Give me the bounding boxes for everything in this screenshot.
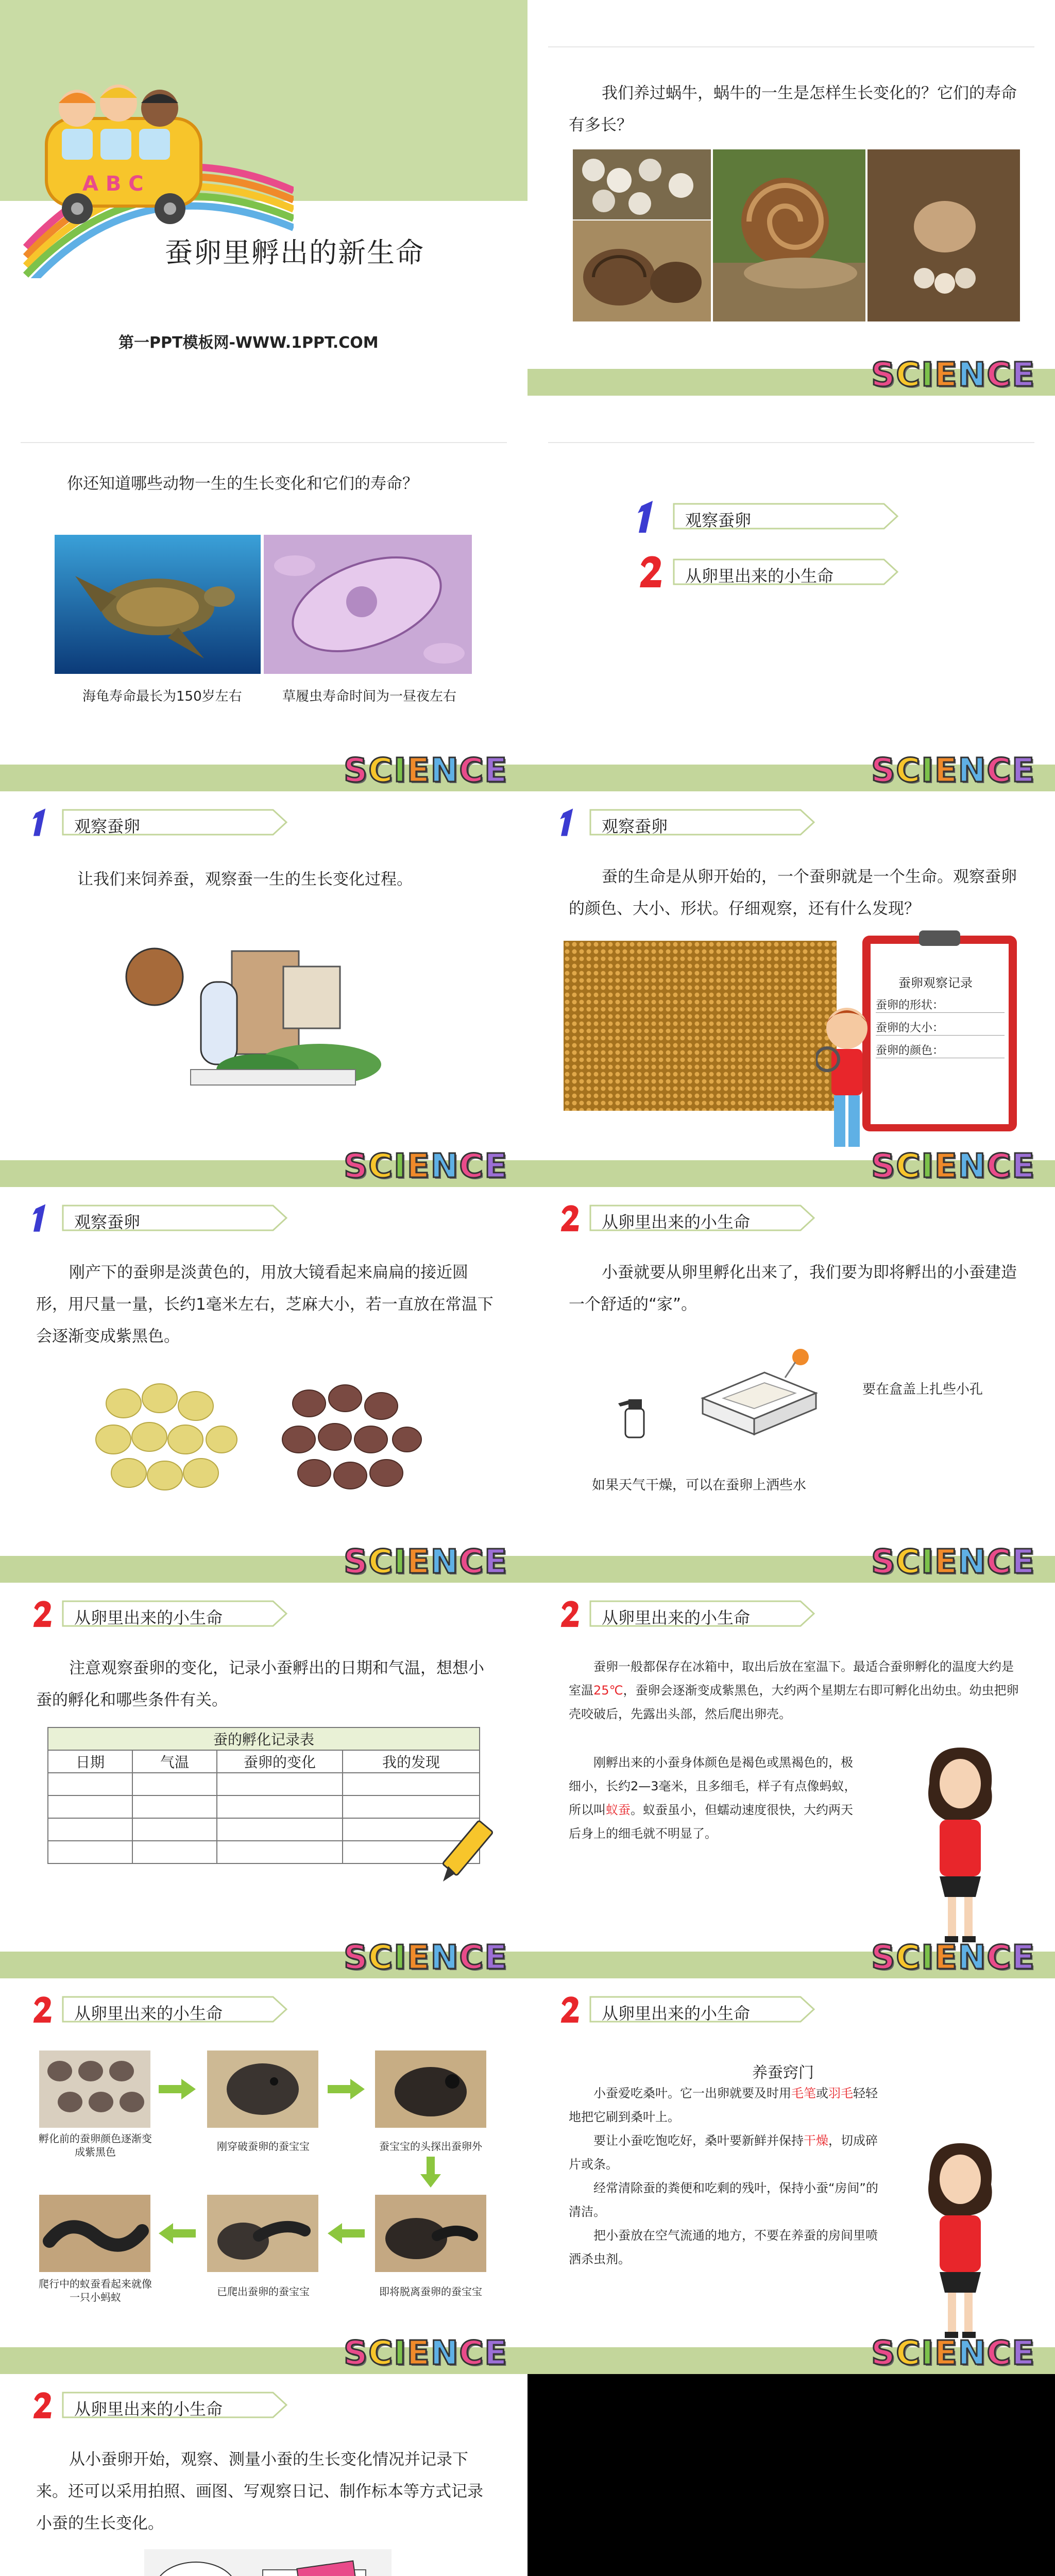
- table-row: [48, 1841, 480, 1863]
- tip-2: 要让小蚕吃饱吃好，桑叶要新鲜并保持干燥，切成碎片或条。: [569, 2133, 878, 2172]
- table-row: [48, 1818, 480, 1841]
- science-letter: N: [958, 356, 986, 394]
- yellow-eggs-closeup: [77, 1362, 252, 1517]
- section-header: [30, 807, 288, 838]
- slide-animal-lifespan: [0, 396, 528, 791]
- table-header: 气温: [132, 1750, 217, 1773]
- science-letter: N: [958, 2334, 986, 2372]
- science-letter: S: [871, 1147, 895, 1185]
- number-two-icon: [30, 2389, 56, 2420]
- science-letter: C: [986, 2334, 1011, 2372]
- science-letter: I: [394, 1147, 406, 1185]
- science-logo: [871, 1543, 1034, 1582]
- number-two-icon: [636, 553, 667, 589]
- science-letter: N: [958, 1147, 986, 1185]
- boy-diary-illustration: [144, 2549, 392, 2576]
- water-note: 如果天气干燥，可以在蚕卵上洒些水: [592, 1478, 807, 1493]
- number-two-icon: [30, 1598, 56, 1629]
- science-letter: C: [896, 1147, 921, 1185]
- science-letter: I: [921, 1939, 934, 1977]
- science-letter: E: [1012, 1543, 1034, 1581]
- teacher-illustration: [909, 2138, 1012, 2344]
- section-header: [557, 807, 816, 838]
- svg-text:A B C: A B C: [82, 172, 144, 196]
- section-title: 从卵里出来的小生命: [602, 2004, 751, 2023]
- science-letter: S: [871, 1543, 895, 1581]
- body-text: 让我们来饲养蚕，观察蚕一生的生长变化过程。: [77, 870, 413, 889]
- science-letter: E: [934, 356, 957, 394]
- science-letter: N: [430, 1147, 458, 1185]
- paramecium-photo: [264, 535, 472, 674]
- science-letter: E: [484, 1543, 507, 1581]
- section-title: 观察蚕卵: [74, 817, 141, 836]
- tip-1: 小蚕爱吃桑叶。它一出卵就要及时用毛笔或羽毛轻轻地把它刷到桑叶上。: [569, 2086, 878, 2124]
- science-letter: E: [1012, 2334, 1034, 2372]
- snail-hatching-photo: [867, 149, 1020, 321]
- table-title: 蚕的孵化记录表: [48, 1727, 480, 1750]
- science-logo: [344, 751, 507, 790]
- tip-4: 把小蚕放在空气流通的地方，不要在养蚕的房间里喷洒杀虫剂。: [569, 2228, 878, 2266]
- table-header: 蚕卵的变化: [217, 1750, 343, 1773]
- body-text: 刚产下的蚕卵是淡黄色的，用放大镜看起来扁扁的接近圆形，用尺量一量，长约1毫米左右，芝麻大小，若一直放在常温下会逐渐变成紫黑色。: [36, 1263, 494, 1346]
- snail-adult-photo: [713, 149, 865, 321]
- science-letter: S: [871, 356, 895, 394]
- tips-title: 养蚕窍门: [752, 2064, 814, 2082]
- science-letter: C: [368, 1939, 393, 1977]
- science-letter: N: [958, 1543, 986, 1581]
- science-letter: E: [484, 1147, 507, 1185]
- paragraph-1: 蚕卵一般都保存在冰箱中，取出后放在室温下。最适合蚕卵孵化的温度大约是室温25℃，蚕卵会逐渐变成紫黑色，大约两个星期左右即可孵化出幼虫。幼虫把卵壳咬破后，先露出头部，然后爬出卵壳。: [569, 1659, 1019, 1721]
- science-letter: E: [484, 752, 507, 790]
- science-letter: N: [430, 1939, 458, 1977]
- science-logo: [344, 1938, 507, 1977]
- science-letter: E: [407, 1939, 430, 1977]
- slide-hatching-record: [0, 1583, 528, 1978]
- science-letter: C: [896, 1939, 921, 1977]
- slide-raise-silkworm: [0, 791, 528, 1187]
- science-letter: E: [934, 1147, 957, 1185]
- science-logo: [871, 751, 1034, 790]
- science-letter: S: [344, 1543, 368, 1581]
- science-logo: [344, 1147, 507, 1186]
- slide-care-tips: [528, 1978, 1055, 2374]
- science-letter: S: [344, 1939, 368, 1977]
- science-letter: C: [986, 1939, 1011, 1977]
- science-letter: C: [459, 1543, 484, 1581]
- slide-egg-description: [0, 1187, 528, 1583]
- stage-photo-1: [39, 2050, 150, 2128]
- turtle-caption: 海龟寿命最长为150岁左右: [82, 689, 242, 704]
- divider: [21, 442, 507, 443]
- section-header: [557, 1598, 816, 1629]
- science-letter: C: [459, 752, 484, 790]
- teacher-illustration: [909, 1742, 1012, 1948]
- science-letter: N: [958, 752, 986, 790]
- science-letter: N: [958, 1939, 986, 1977]
- section-title: 观察蚕卵: [602, 817, 668, 836]
- slide-observe-eggs: [528, 791, 1055, 1187]
- science-letter: C: [459, 2334, 484, 2372]
- table-header: 日期: [48, 1750, 132, 1773]
- slide-record-growth: [0, 2374, 528, 2576]
- science-letter: N: [430, 2334, 458, 2372]
- science-letter: C: [896, 1543, 921, 1581]
- section-header: [557, 1994, 816, 2025]
- science-letter: E: [1012, 356, 1034, 394]
- science-letter: I: [921, 2334, 934, 2372]
- child-magnifier-illustration: [816, 997, 883, 1162]
- science-letter: S: [871, 1939, 895, 1977]
- science-letter: S: [344, 1147, 368, 1185]
- science-letter: C: [368, 2334, 393, 2372]
- science-letter: S: [344, 752, 368, 790]
- science-letter: E: [934, 2334, 957, 2372]
- stage-caption: 爬行中的蚁蚕看起来就像一只小蚂蚁: [39, 2278, 152, 2303]
- science-letter: C: [896, 752, 921, 790]
- science-letter: I: [921, 752, 934, 790]
- number-one-icon: [557, 807, 583, 838]
- science-letter: E: [1012, 752, 1034, 790]
- slide-hatching-info: [528, 1583, 1055, 1978]
- question-text: 我们养过蜗牛，蜗牛的一生是怎样生长变化的？它们的寿命有多长？: [569, 84, 1017, 134]
- science-letter: C: [986, 1543, 1011, 1581]
- science-letter: S: [871, 752, 895, 790]
- snail-young-photo: [573, 221, 711, 321]
- section-header: [30, 2389, 288, 2420]
- section-title: 观察蚕卵: [74, 1212, 141, 1232]
- science-letter: I: [394, 1543, 406, 1581]
- slide-contents: [528, 396, 1055, 791]
- number-two-icon: [30, 1994, 56, 2025]
- contents-label: 从卵里出来的小生命: [685, 566, 834, 586]
- science-letter: E: [1012, 1939, 1034, 1977]
- temperature-highlight: 25℃: [593, 1683, 623, 1698]
- body-text: 小蚕就要从卵里孵化出来了，我们要为即将孵出的小蚕建造一个舒适的“家”。: [569, 1263, 1017, 1314]
- contents-item-1[interactable]: [673, 503, 899, 530]
- section-header: [30, 1994, 288, 2025]
- science-letter: C: [986, 1147, 1011, 1185]
- science-letter: C: [459, 1939, 484, 1977]
- slide-title: 蚕卵里孵出的新生命: [165, 236, 424, 269]
- slide-snail-question: [528, 0, 1055, 396]
- body-text: 蚕的生命是从卵开始的，一个蚕卵就是一个生命。观察蚕卵的颜色、大小、形状。仔细观察，还有什么发现？: [569, 868, 1017, 918]
- body-text: 从小蚕卵开始，观察、测量小蚕的生长变化情况并记录下来。还可以采用拍照、画图、写观察日记、制作标本等方式记录小蚕的生长变化。: [36, 2450, 483, 2533]
- stage-photo-2: [207, 2050, 318, 2128]
- science-logo: [344, 1543, 507, 1582]
- body-text: 注意观察蚕卵的变化，记录小蚕孵出的日期和气温，想想小蚕的孵化和哪些条件有关。: [36, 1659, 484, 1709]
- section-title: 从卵里出来的小生命: [74, 1608, 223, 1628]
- question-text: 你还知道哪些动物一生的生长变化和它们的寿命？: [67, 474, 418, 493]
- hatching-record-table: [47, 1727, 480, 1864]
- science-letter: E: [407, 1543, 430, 1581]
- left-arrow-icon: [159, 2223, 196, 2244]
- feeding-illustration: [124, 941, 392, 1095]
- science-letter: C: [368, 1147, 393, 1185]
- snail-eggs-photo: [573, 149, 711, 219]
- number-one-icon: [30, 1202, 56, 1233]
- science-letter: N: [430, 752, 458, 790]
- number-one-icon: [30, 807, 56, 838]
- slide-hatching-process: [0, 1978, 528, 2374]
- card-line-shape: 蚕卵的形状：: [876, 996, 1005, 1013]
- science-letter: E: [484, 1939, 507, 1977]
- science-letter: S: [344, 2334, 368, 2372]
- section-header: [30, 1202, 288, 1233]
- divider: [548, 442, 1034, 443]
- section-header: [30, 1598, 288, 1629]
- left-arrow-icon: [328, 2223, 365, 2244]
- science-letter: C: [896, 356, 921, 394]
- stage-photo-4: [375, 2195, 486, 2272]
- slide-subtitle: 第一PPT模板网-WWW.1PPT.COM: [118, 334, 379, 352]
- card-line-color: 蚕卵的颜色：: [876, 1042, 1005, 1058]
- science-letter: I: [921, 1543, 934, 1581]
- table-row: [48, 1795, 480, 1818]
- section-title: 从卵里出来的小生命: [602, 1608, 751, 1628]
- stage-caption: 即将脱离蚕卵的蚕宝宝: [379, 2285, 482, 2298]
- science-letter: C: [986, 356, 1011, 394]
- science-letter: E: [934, 1939, 957, 1977]
- science-letter: E: [407, 2334, 430, 2372]
- science-logo: [871, 1938, 1034, 1977]
- science-letter: I: [394, 752, 406, 790]
- science-logo: [871, 355, 1034, 395]
- box-with-pin-illustration: [692, 1342, 826, 1445]
- section-title: 从卵里出来的小生命: [74, 2399, 223, 2419]
- paragraph-2: 刚孵出来的小蚕身体颜色是褐色或黑褐色的，极细小，长约2—3毫米，且多细毛，样子有点像蚂蚁，所以叫蚁蚕。蚁蚕虽小，但蠕动速度很快，大约两天后身上的细毛就不明显了。: [569, 1755, 857, 1841]
- science-letter: E: [407, 752, 430, 790]
- science-letter: N: [430, 1543, 458, 1581]
- stage-photo-5: [207, 2195, 318, 2272]
- science-letter: E: [934, 752, 957, 790]
- science-logo: [871, 1147, 1034, 1186]
- science-letter: C: [368, 752, 393, 790]
- stage-caption: 刚穿破蚕卵的蚕宝宝: [217, 2140, 310, 2153]
- science-letter: E: [484, 2334, 507, 2372]
- number-two-icon: [557, 1994, 583, 2025]
- ant-silkworm-highlight: 蚁蚕: [606, 1803, 631, 1817]
- science-letter: C: [986, 752, 1011, 790]
- science-letter: I: [394, 2334, 406, 2372]
- spray-bottle-icon: [615, 1393, 656, 1439]
- divider: [548, 46, 1034, 47]
- science-letter: I: [921, 356, 934, 394]
- tips-body: [569, 2081, 883, 2271]
- card-line-size: 蚕卵的大小：: [876, 1019, 1005, 1036]
- stage-caption: 孵化前的蚕卵颜色逐渐变成紫黑色: [39, 2132, 152, 2158]
- pencil-icon: [433, 1815, 500, 1892]
- paramecium-caption: 草履虫寿命时间为一昼夜左右: [282, 689, 457, 704]
- tip-3: 经常清除蚕的粪便和吃剩的残叶，保持小蚕“房间”的清洁。: [569, 2181, 878, 2219]
- stage-photo-3: [375, 2050, 486, 2128]
- science-letter: C: [368, 1543, 393, 1581]
- pin-note: 要在盒盖上扎些小孔: [862, 1382, 983, 1397]
- number-two-icon: [557, 1202, 583, 1233]
- science-letter: E: [934, 1543, 957, 1581]
- stage-caption: 蚕宝宝的头探出蚕卵外: [379, 2140, 482, 2153]
- science-letter: S: [871, 2334, 895, 2372]
- stage-photo-6: [39, 2195, 150, 2272]
- down-arrow-icon: [420, 2157, 441, 2188]
- number-two-icon: [557, 1598, 583, 1629]
- science-letter: E: [1012, 1147, 1034, 1185]
- number-one-icon: [636, 499, 663, 535]
- contents-label: 观察蚕卵: [685, 511, 752, 530]
- right-arrow-icon: [328, 2079, 365, 2099]
- science-letter: I: [921, 1147, 934, 1185]
- science-letter: C: [459, 1147, 484, 1185]
- science-logo: [344, 2334, 507, 2373]
- dark-eggs-closeup: [263, 1362, 438, 1517]
- science-letter: I: [394, 1939, 406, 1977]
- table-row: [48, 1773, 480, 1795]
- section-header: [557, 1202, 816, 1233]
- science-letter: E: [407, 1147, 430, 1185]
- section-title: 从卵里出来的小生命: [74, 2004, 223, 2023]
- stage-caption: 已爬出蚕卵的蚕宝宝: [217, 2285, 310, 2298]
- science-letter: C: [896, 2334, 921, 2372]
- right-arrow-icon: [159, 2079, 196, 2099]
- slide-title: [0, 0, 528, 396]
- card-title: 蚕卵观察记录: [898, 976, 973, 990]
- section-title: 从卵里出来的小生命: [602, 1212, 751, 1232]
- sea-turtle-photo: [55, 535, 261, 674]
- contents-item-2[interactable]: [673, 558, 899, 585]
- table-header: 我的发现: [343, 1750, 480, 1773]
- science-logo: [871, 2334, 1034, 2373]
- slide-build-home: [528, 1187, 1055, 1583]
- silkworm-eggs-photo: [564, 941, 837, 1111]
